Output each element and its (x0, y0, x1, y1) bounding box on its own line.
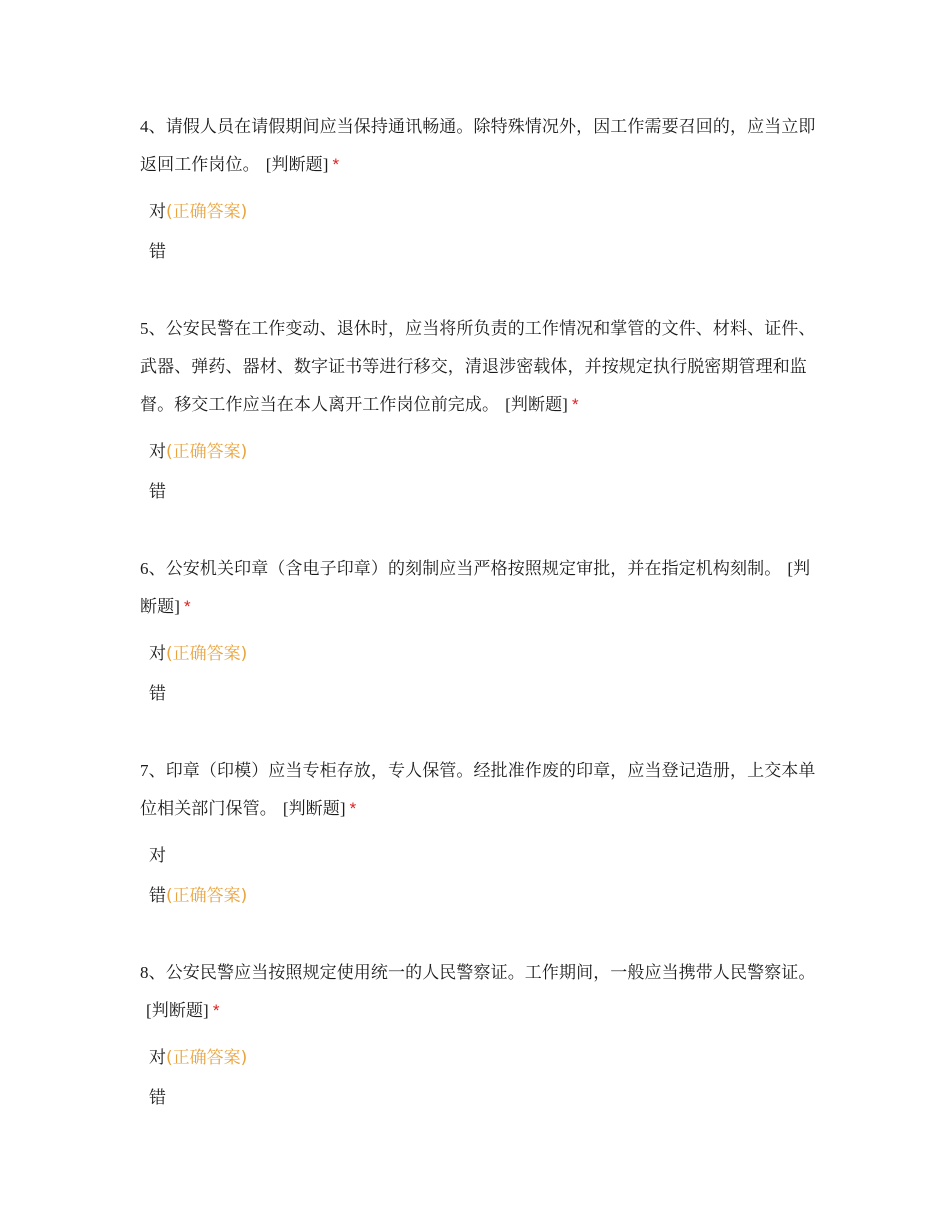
option-label: 对 (149, 442, 166, 462)
question-body: 请假人员在请假期间应当保持通讯畅通。除特殊情况外，因工作需要召回的，应当立即返回工作岗位。 (140, 117, 816, 175)
question-type: [判断题] (140, 559, 811, 616)
option-true[interactable] (140, 836, 820, 876)
option-false[interactable] (140, 232, 820, 272)
option-label: 对 (149, 202, 166, 222)
required-marker: * (349, 799, 357, 818)
correct-answer-tag: (正确答案) (166, 644, 248, 664)
question-text (140, 310, 820, 424)
question-type: [判断题] (146, 1001, 209, 1020)
question-text (140, 550, 820, 626)
option-false[interactable] (140, 472, 820, 512)
question-6 (140, 550, 820, 714)
question-body: 印章（印模）应当专柜存放，专人保管。经批准作废的印章，应当登记造册，上交本单位相关部门保管。 (140, 761, 816, 819)
question-number: 7、 (140, 761, 166, 780)
question-type: [判断题] (505, 395, 568, 414)
option-label: 错 (149, 242, 166, 262)
question-type: [判断题] (282, 799, 346, 818)
required-marker: * (571, 395, 579, 414)
option-false[interactable] (140, 876, 820, 916)
option-false[interactable] (140, 674, 820, 714)
question-7 (140, 752, 820, 916)
correct-answer-tag: (正确答案) (166, 442, 248, 462)
option-true[interactable] (140, 1038, 820, 1078)
question-body: 公安民警应当按照规定使用统一的人民警察证。工作期间，一般应当携带人民警察证。 (165, 963, 816, 983)
question-text (140, 108, 820, 184)
question-body: 公安民警在工作变动、退休时，应当将所负责的工作情况和掌管的文件、材料、证件、武器、弹药、器材、数字证书等进行移交，清退涉密载体，并按规定执行脱密期管理和监督。移交工作应当在本人离开工作岗位前完成。 (140, 319, 816, 415)
question-5 (140, 310, 820, 512)
question-number: 6、 (140, 559, 166, 578)
option-true[interactable] (140, 634, 820, 674)
options (140, 192, 820, 272)
question-number: 8、 (140, 963, 166, 982)
question-type: [判断题] (265, 155, 329, 174)
question-text (140, 752, 820, 828)
required-marker: * (183, 597, 191, 616)
question-number: 4、 (140, 117, 166, 136)
option-true[interactable] (140, 432, 820, 472)
question-text (140, 954, 820, 1030)
option-label: 错 (149, 684, 166, 704)
option-label: 错 (149, 1088, 166, 1108)
option-true[interactable] (140, 192, 820, 232)
correct-answer-tag: (正确答案) (166, 1048, 248, 1068)
options (140, 1038, 820, 1118)
option-label: 对 (149, 846, 166, 866)
option-label: 对 (149, 1048, 166, 1068)
option-label: 对 (149, 644, 166, 664)
required-marker: * (332, 155, 340, 174)
question-number: 5、 (140, 319, 166, 338)
question-body: 公安机关印章（含电子印章）的刻制应当严格按照规定审批，并在指定机构刻制。 (165, 559, 782, 579)
options (140, 432, 820, 512)
options (140, 836, 820, 916)
correct-answer-tag: (正确答案) (166, 886, 248, 906)
option-label: 错 (149, 482, 166, 502)
question-4 (140, 108, 820, 272)
option-label: 错 (149, 886, 166, 906)
required-marker: * (212, 1001, 220, 1020)
option-false[interactable] (140, 1078, 820, 1118)
options (140, 634, 820, 714)
question-8 (140, 954, 820, 1118)
question-list (140, 108, 820, 1156)
correct-answer-tag: (正确答案) (166, 202, 248, 222)
